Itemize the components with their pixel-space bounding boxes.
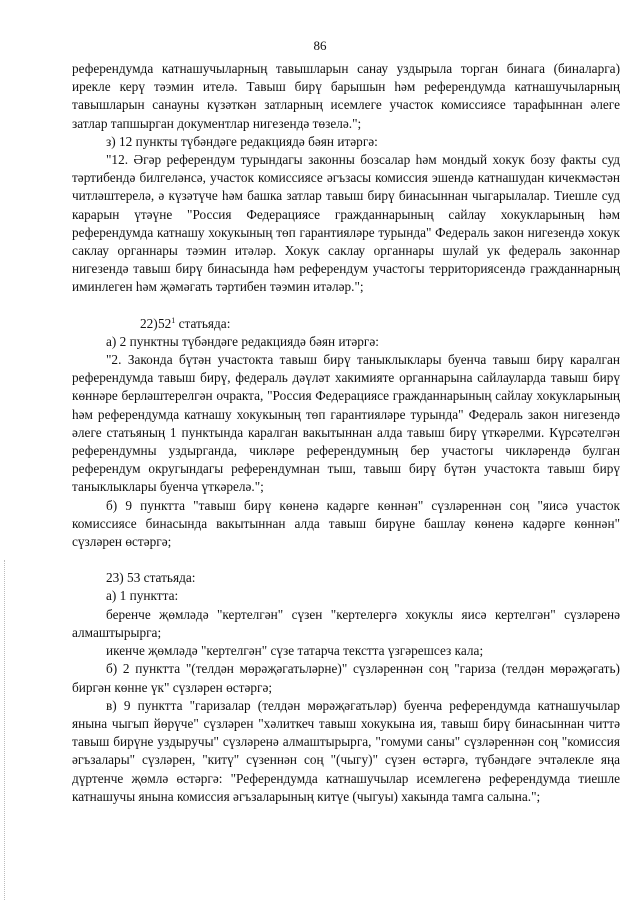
item-number: 22) [140,315,158,331]
paragraph-second-sentence: икенче җөмләдә "кертелгән" сүзе татарча текстта үзгәрешсез кала; [106,643,484,659]
paragraph-item-z: з) 12 пункты түбәндәге редакциядә бәян итәргә: [106,133,378,149]
paragraph-article-23: 23) 53 статьяда: [106,570,196,586]
article-heading-rest: статьяда: [175,315,231,331]
article-number: 52 [158,315,172,331]
paragraph-item-v-9: в) 9 пунктта "гаризалар (телдән мөрәҗәгатьләр) буенча референдумда катнашучылар янына чыгып йөрүче" сүзләрен "хәлиткеч тавыш хокукына ия, тавыш бирү бинасыннан читтә тавыш бирүне уздыручы" сүзләренә алмаштырырга, "гомуми саны" сүзләреннән соң "комиссия әгъзалары" сүзләрен, "китү" сүзеннән соң "(чыгу)" сүзен өстәргә, түбәндәге эчтәлекле яңа дүртенче җөмлә өстәргә: "Референдумда катнашучылар исемлегенә референдумда тиешле катнашучы янына комиссия әгъзаларының китүе (чыгуы) хакында тамга салына."; [72,697,620,804]
scan-margin-artifact [4,560,13,900]
paragraph-item-b: б) 9 пунктта "тавыш бирү көненә кадәрге көннән" сүзләреннән соң "яисә участок комиссиясе бинасында вакытыннан алда тавыш бирүне башлау көненә кадәрге көннән" сүзләрен өстәргә; [72,497,620,550]
paragraph-item-a-1: а) 1 пунктта: [106,588,179,604]
page-number: 86 [313,38,327,53]
article-superscript: 1 [171,315,176,325]
document-body [72,60,620,806]
paragraph-quote-2: "2. Законда бүтән участокта тавыш бирү таныклыклары буенча тавыш бирү каралган референдумда тавыш бирү, федераль дәүләт хакимияте органнарына сайлауларда тавыш бирү көннәре берләштерелгән очракта, "Россия Федерациясе гражданнарының сайлау хокукларының һәм референдумда катнашу хокукының төп гарантияләре турында" Федераль закон нигезендә әлеге статьяның 1 пунктында каралган вакытыннан алда тавыш бирү үткәрелми. Күрсәтелгән референдумны уздырганда, чикләре референдумның бер участогы чикләрендә булган референдум округындагы референдумнан тыш, тавыш бирү бүтән участокта тавыш бирү таныклыклары буенча үткәрелә."; [72,352,620,495]
paragraph-quote-12: "12. Әгәр референдум турындагы законны бозсалар һәм мондый хокук бозу факты суд тәртибендә билгеләнсә, участок комиссиясе әгъзасы комиссия эшендә катнашудан кичекмәстән читләштерелә, ә күзәтүче һәм башка затлар тавыш бирү бинасыннан чыгарылалар. Тиешле суд карарын үтәүне "Россия Федерациясе гражданнарының сайлау хокукларының һәм референдумда катнашу хокукының төп гарантияләре турында" Федераль закон нигезендә хокук саклау органнары тәэмин итәләр. Хокук саклау органнары шулай ук федераль законнар нигезендә тавыш бирү бинасында һәм референдум участогы территориясендә гражданнарның иминлеген һәм җәмәгать тәртибен тәэмин итәләр."; [72,152,620,295]
paragraph-article-22 [72,315,620,333]
paragraph-item-b-2: б) 2 пунктта "(телдән мөрәҗәгатьләрне)" сүзләреннән соң "гариза (телдән мөрәҗәгать) биргән көнне үк" сүзләрен өстәргә; [72,661,620,695]
paragraph-first-sentence: беренче җөмләдә "кертелгән" сүзен "кертелергә хокуклы яисә кертелгән" сүзләренә алмаштырырга; [72,606,620,640]
paragraph-item-a: а) 2 пунктны түбәндәге редакциядә бәян итәргә: [106,333,379,349]
paragraph-continuation: референдумда катнашучыларның тавышларын санау уздырыла торган бинага (биналарга) ирекле керү тәэмин ителә. Тавыш бирү барышын һәм референдумда катнашучыларның тавышларын санауны күзәткән затларның исемлеге участок комиссиясе тарафыннан әлеге затлар тапшырган документлар нигезендә төзелә."; [72,61,620,131]
